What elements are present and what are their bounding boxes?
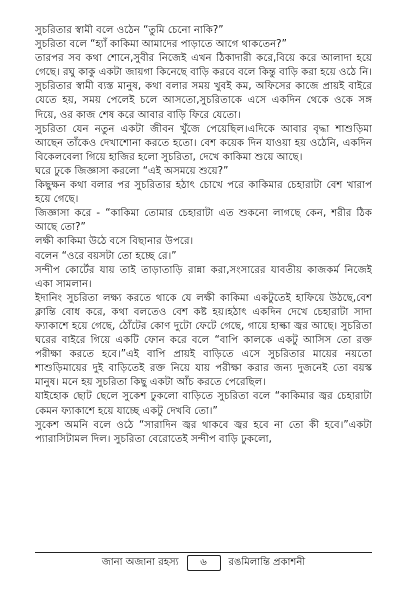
paragraph: বলেন “ওরে বয়সটা তো হচ্ছে রে।” [35, 250, 177, 262]
paragraph: তারপর সব কথা শোনে,সুবীর নিজেই এখন ঠিকাদারী করে,বিয়ে করে আলাদা হয়ে গেছে। রঘু কাকু একটা জায়গা কিনেছে বাড়ি করবে বলে কিন্তু বাড়ি করা হয়ে ওঠে নি। সুচরিতার স্বামী ব্যস্ত মানুষ, কথা বলার সময় খুবই কম, অফিসের কাজে প্রায়ই বাইরে যেতে হয়, সময় পেলেই চলে আসতো,সুচরিতাকে এসে একদিন থেকে ওকে সঙ্গ দিয়ে, ওর কাজ শেষ করে আবার বাড়ি ফিরে যেতো। [35, 53, 372, 121]
paragraph: কিছুক্ষন কথা বলার পর সুচরিতার হঠাৎ চোখে পরে কাকিমার চেহারাটা বেশ খারাপ হয়ে গেছে। [35, 180, 372, 206]
paragraph: সুকেশ অমনি বলে ওঠে “সারাদিন জ্বর থাকবে জ্বর হবে না তো কী হবে।”একটা প্যারাসিটামল দিল। সুচরিতা বেরোতেই সন্দীপ বাড়ি ঢুকলো, [35, 419, 372, 445]
paragraph: ঘরে ঢুকে জিজ্ঞাসা করলো “এই অসময়ে শুয়ে?” [35, 165, 229, 177]
paragraph: জিজ্ঞাসা করে - “কাকিমা তোমার চেহারাটা এত শুকনো লাগছে কেন, শরীর ঠিক আছে তো?” [35, 208, 372, 234]
paragraph: সুচরিতা বলে “হ্যাঁ কাকিমা আমাদের পাড়াতে আগে থাকতেন?” [35, 39, 287, 51]
paragraph: সন্দীপ কোর্টের যায় তাই তাড়াতাড়ি রান্না করা,সংসারের যাবতীয় কাজকর্ম নিজেই একা সামলান। [35, 264, 372, 290]
paragraph: ইদানিং সুচরিতা লক্ষ্য করতে থাকে যে লক্ষী কাকিমা একটুতেই হাফিয়ে উঠছে,বেশ ক্লান্তি বোধ করে, কথা বলতেও বেশ কষ্ট হয়।হঠাৎ একদিন দেখে চেহারাটা সাদা ফ্যাকাশে হয়ে গেছে, ঠোঁটের কোণ দুটো ফেটে গেছে, গায়ে হাল্কা জ্বর আছে। সুচরিতা ঘরের বাইরে গিয়ে একটি ফোন করে বলে “বাপি কালকে একটু আসিস তো রক্ত পরীক্ষা করতে হবে।”এই বাপি প্রায়ই বাড়িতে এসে সুচরিতার মায়ের নয়তো শাশুড়িমায়ের দুই বাড়িতেই রক্ত নিয়ে যায় পরীক্ষা করার জন্য দুজনেই তো বয়স্ক মানুষ। মনে হয় সুচরিতা কিছু একটা আঁচ করতে পেরেছিল। [35, 292, 372, 389]
paragraph: যাইহোক ছোট ছেলে সুকেশ ঢুকলো বাড়িতে সুচরিতা বলে “কাকিমার জ্বর চেহারাটা কেমন ফ্যাকাশে হয়ে যাচ্ছে একটু দেখবি তো।” [35, 391, 372, 417]
paragraph: লক্ষী কাকিমা উঠে বসে বিছানার উপরে। [35, 236, 194, 248]
footer-publisher: রঙমিলান্তি প্রকাশনী [228, 556, 306, 568]
paragraph: সুচরিতা যেন নতুন একটা জীবন খুঁজে পেয়েছিল।এদিকে আবার বৃদ্ধা শাশুড়িমা আছেন তাঁকেও দেখাশোনা করতে হতো। বেশ কয়েক দিন যাওয়া হয় ওঠেনি, একদিন বিকেলবেলা গিয়ে হাজির হলো সুচরিতা, দেখে কাকিমা শুয়ে আছে। [35, 123, 372, 163]
page-footer [35, 552, 372, 573]
body-text [35, 24, 372, 550]
page-number: ৬ [187, 555, 221, 571]
footer-book-title: জানা অজানা রহস্য [101, 556, 179, 568]
paragraph: সুচরিতার স্বামী বলে ওঠেন “তুমি চেনো নাকি?” [35, 25, 224, 36]
